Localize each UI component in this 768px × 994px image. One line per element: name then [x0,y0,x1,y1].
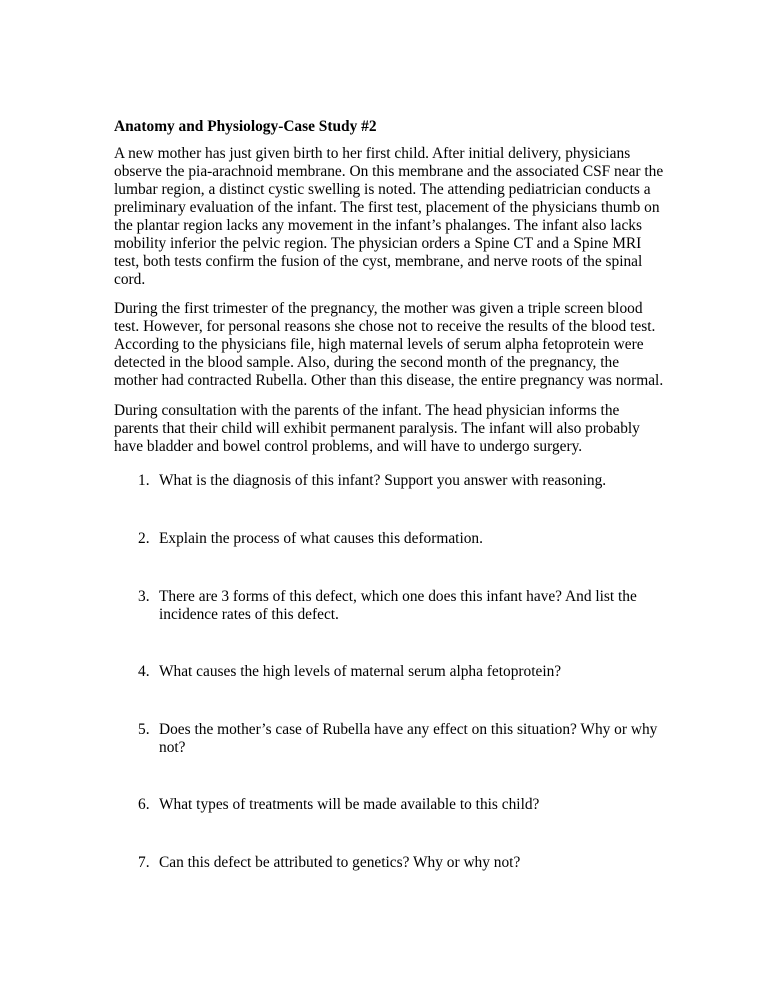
paragraph-line: test, both tests confirm the fusion of the cyst, membrane, and nerve roots of the spinal [114,253,643,270]
paragraph-line: mother had contracted Rubella. Other than this disease, the entire pregnancy was normal. [114,372,664,389]
paragraph-line: According to the physicians file, high maternal levels of serum alpha fetoprotein were [114,336,644,353]
question-line: Does the mother’s case of Rubella have any effect on this situation? Why or why [159,721,658,738]
question-line: not? [159,739,186,756]
paragraph-line: cord. [114,271,146,288]
document-title: Anatomy and Physiology-Case Study #2 [114,118,377,135]
case-paragraph-3 [114,402,640,456]
paragraph-line: test. However, for personal reasons she chose not to receive the results of the blood test. [114,318,656,335]
paragraph-line: parents that their child will exhibit permanent paralysis. The infant will also probably [114,420,640,437]
question-line: What types of treatments will be made available to this child? [159,796,540,813]
question-line: incidence rates of this defect. [159,606,339,623]
question-number: 2. [138,530,150,547]
question-line: What causes the high levels of maternal serum alpha fetoprotein? [159,663,562,680]
question-text [159,721,657,757]
paragraph-line: During consultation with the parents of the infant. The head physician informs the [114,402,620,419]
question-line: Can this defect be attributed to genetics? Why or why not? [159,854,521,871]
case-paragraph-2 [114,300,663,390]
question-text [159,854,520,872]
paragraph-line: observe the pia-arachnoid membrane. On this membrane and the associated CSF near the [114,163,664,180]
question-number: 3. [138,588,150,605]
question-text [159,796,539,814]
paragraph-line: mobility inferior the pelvic region. The physician orders a Spine CT and a Spine MRI [114,235,642,252]
question-text [159,663,561,681]
question-number: 6. [138,796,150,813]
paragraph-line: A new mother has just given birth to her first child. After initial delivery, physicians [114,145,631,162]
paragraph-line: the plantar region lacks any movement in the infant’s phalanges. The infant also lacks [114,217,642,234]
question-number: 4. [138,663,150,680]
paragraph-line: detected in the blood sample. Also, during the second month of the pregnancy, the [114,354,620,371]
question-line: What is the diagnosis of this infant? Support you answer with reasoning. [159,472,607,489]
question-text [159,472,606,490]
paragraph-line: have bladder and bowel control problems, and will have to undergo surgery. [114,438,583,455]
question-text [159,530,483,548]
question-number: 7. [138,854,150,871]
paragraph-line: preliminary evaluation of the infant. The first test, placement of the physicians thumb on [114,199,660,216]
question-line: Explain the process of what causes this deformation. [159,530,483,547]
question-line: There are 3 forms of this defect, which one does this infant have? And list the [159,588,637,605]
question-number: 1. [138,472,150,489]
case-paragraph-1 [114,145,663,289]
question-number: 5. [138,721,150,738]
paragraph-line: lumbar region, a distinct cystic swelling is noted. The attending pediatrician conducts a [114,181,651,198]
paragraph-line: During the first trimester of the pregnancy, the mother was given a triple screen blood [114,300,643,317]
question-text [159,588,637,624]
